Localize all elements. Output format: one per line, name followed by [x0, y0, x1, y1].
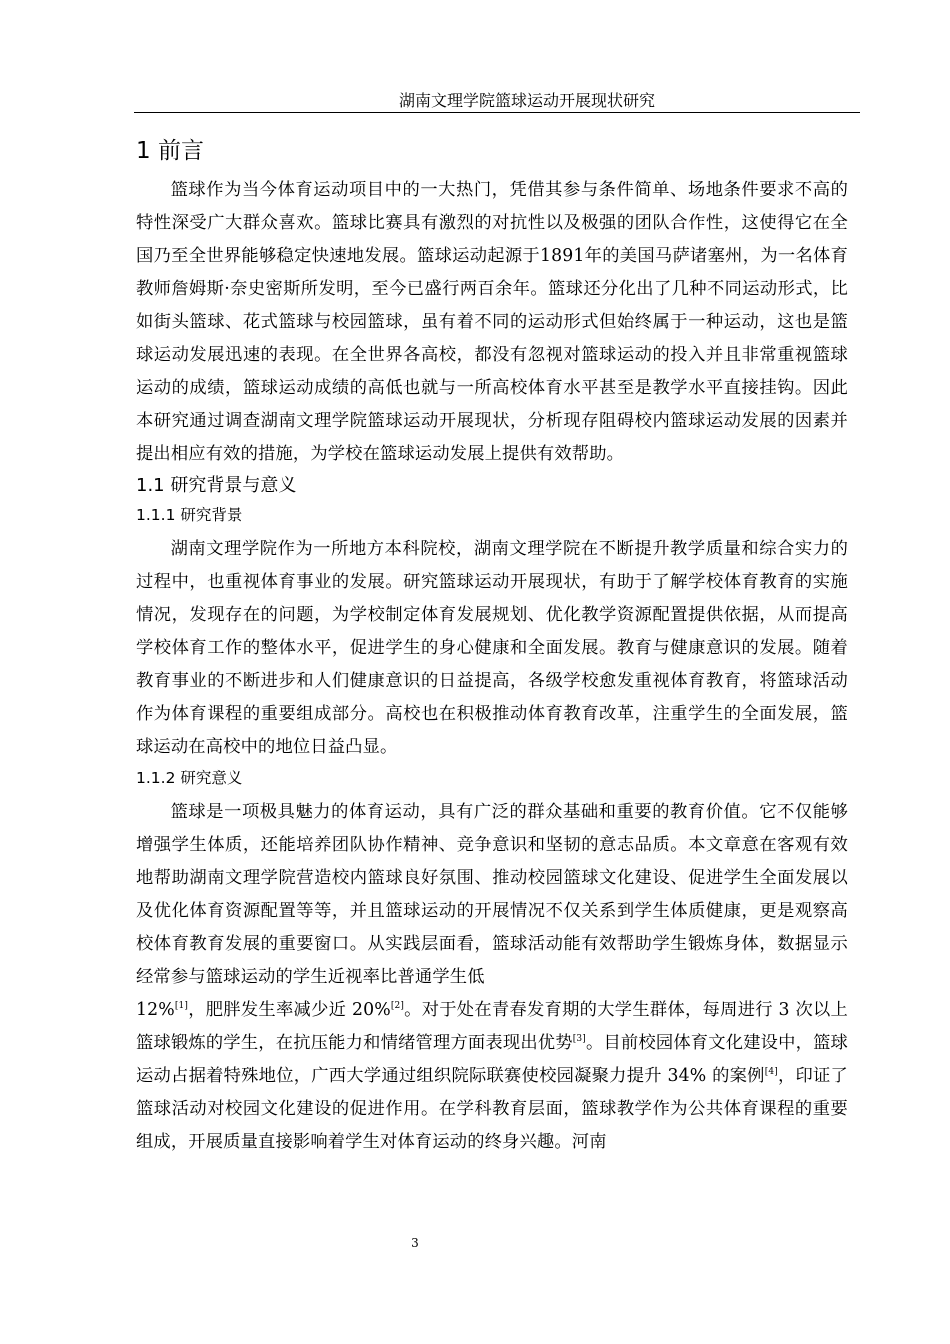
text-span: 。目前校园体育文化建设中，篮球运动占据着特殊地位，广西大学通过组织院际联赛使校园凝聚力提升 34% 的案例 [136, 1033, 848, 1086]
citation-ref-1[interactable]: [1] [174, 1001, 189, 1012]
text-span: ，印证了篮球活动对校园文化建设的促进作用。在学科教育层面，篮球教学作为公共体育课程的重要组成，开展质量直接影响着学生对体育运动的终身兴趣。河南 [136, 1066, 848, 1152]
text-span: 12% [136, 1000, 175, 1020]
subsection-heading-significance: 1.1.2 研究意义 [136, 769, 243, 787]
subsection-heading-background: 1.1.1 研究背景 [136, 506, 243, 524]
page-number: 3 [411, 1236, 419, 1250]
intro-paragraph: 篮球作为当今体育运动项目中的一大热门，凭借其参与条件简单、场地条件要求不高的特性深受广大群众喜欢。篮球比赛具有激烈的对抗性以及极强的团队合作性，这使得它在全国乃至全世界能够稳定快速地发展。篮球运动起源于1891年的美国马萨诸塞州，为一名体育教师詹姆斯·奈史密斯所发明，至今已盛行两百余年。篮球还分化出了几种不同运动形式，比如街头篮球、花式篮球与校园篮球，虽有着不同的运动形式但始终属于一种运动，这也是篮球运动发展迅速的表现。在全世界各高校，都没有忽视对篮球运动的投入并且非常重视篮球运动的成绩，篮球运动成绩的高低也就与一所高校体育水平甚至是教学水平直接挂钩。因此本研究通过调查湖南文理学院篮球运动开展现状，分析现存阻碍校内篮球运动发展的因素并提出相应有效的措施，为学校在篮球运动发展上提供有效帮助。 [136, 180, 848, 464]
text-span: 篮球是一项极具魅力的体育运动，具有广泛的群众基础和重要的教育价值。它不仅能够增强学生体质，还能培养团队协作精神、竞争意识和坚韧的意志品质。本文章意在客观有效地帮助湖南文理学院营造校内篮球良好氛围、推动校园篮球文化建设、促进学生全面发展以及优化体育资源配置等等，并且篮球运动的开展情况不仅关系到学生体质健康，更是观察高校体育教育发展的重要窗口。从实践层面看，篮球活动能有效帮助学生锻炼身体，数据显示经常参与篮球运动的学生近视率比普通学生低 [136, 802, 848, 987]
background-paragraph: 湖南文理学院作为一所地方本科院校，湖南文理学院在不断提升教学质量和综合实力的过程中，也重视体育事业的发展。研究篮球运动开展现状，有助于了解学校体育教育的实施情况，发现存在的问题，为学校制定体育发展规划、优化教学资源配置提供依据，从而提高学校体育工作的整体水平，促进学生的身心健康和全面发展。教育与健康意识的发展。随着教育事业的不断进步和人们健康意识的日益提高，各级学校愈发重视体育教育，将篮球活动作为体育课程的重要组成部分。高校也在积极推动体育教育改革，注重学生的全面发展，篮球运动在高校中的地位日益凸显。 [136, 539, 848, 757]
citation-ref-2[interactable]: [2] [390, 1001, 405, 1012]
citation-ref-3[interactable]: [3] [572, 1034, 586, 1045]
chapter-heading: 1 前言 [136, 138, 204, 164]
text-span: ，肥胖发生率减少近 20% [188, 1000, 391, 1020]
header-title: 湖南文理学院篮球运动开展现状研究 [398, 91, 655, 110]
text-span: 。对于处在青春发育期的大学生群体，每周进行 3 次以上篮球锻炼的学生，在抗压能力和情绪管理方面表现出优势 [136, 1000, 848, 1053]
section-heading: 1.1 研究背景与意义 [136, 475, 297, 496]
citation-ref-4[interactable]: [4] [764, 1067, 778, 1078]
page-content [136, 130, 848, 1159]
significance-paragraph [136, 796, 848, 1159]
running-header [134, 91, 860, 113]
